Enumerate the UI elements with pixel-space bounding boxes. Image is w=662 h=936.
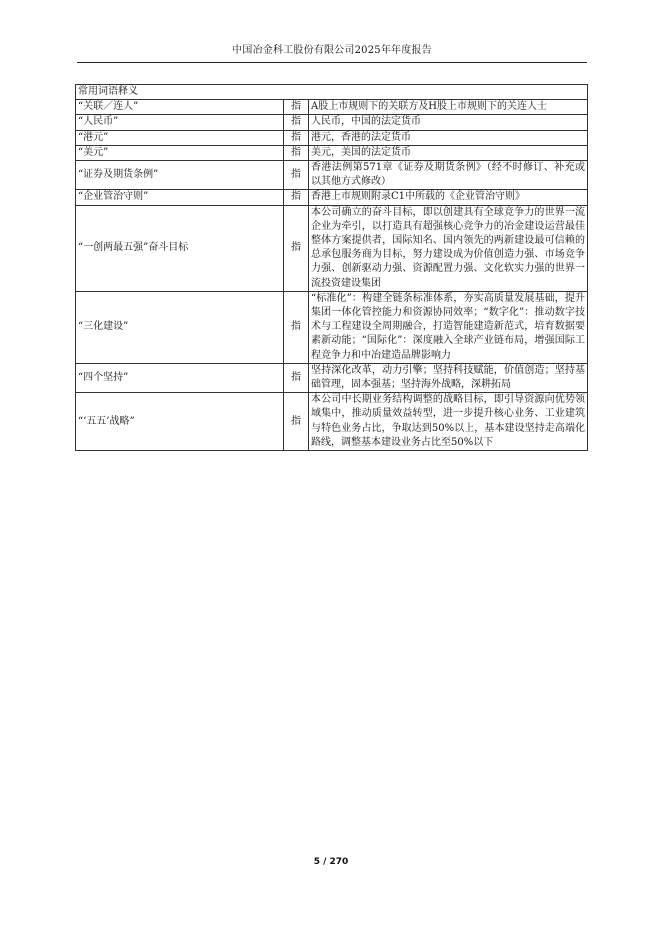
table-row xyxy=(76,100,588,115)
report-header-title: 中国冶金科工股份有限公司2025年年度报告 xyxy=(232,45,432,56)
table-row xyxy=(76,291,588,363)
definition-cell: 美元，美国的法定货币 xyxy=(309,145,588,160)
definition-cell: 本公司确立的奋斗目标，即以创建具有全球竞争力的世界一流企业为牵引，以打造具有超强核心竞争力的冶金建设运营最佳整体方案提供者，国际知名、国内领先的两新建设最可信赖的总承包服务商为目标，努力建设成为价值创造力强、市场竞争力强、创新驱动力强、资源配置力强、文化软实力强的世界一流投资建设集团 xyxy=(309,205,588,291)
definition-cell: A股上市规则下的关联方及H股上市规则下的关连人士 xyxy=(309,100,588,115)
table-row xyxy=(76,130,588,145)
pointer-cell: 指 xyxy=(284,190,309,205)
definition-cell: 港元，香港的法定货币 xyxy=(309,130,588,145)
definition-cell: “标准化”：构建全链条标准体系，夯实高质量发展基础，提升集团一体化管控能力和资源协同效率；“数字化”：推动数字技术与工程建设全周期融合，打造智能建造新范式，培育数据要素新动能；“国际化”：深度融入全球产业链布局，增强国际工程竞争力和中冶建造品牌影响力 xyxy=(309,291,588,363)
pointer-cell: 指 xyxy=(284,205,309,291)
definition-cell: 本公司中长期业务结构调整的战略目标，即引导资源向优势领域集中，推动质量效益转型，进一步提升核心业务、工业建筑与特色业务占比，争取达到50%以上，基本建设坚持走高端化路线，调整基本建设业务占比至50%以下 xyxy=(309,393,588,451)
term-cell: “美元” xyxy=(76,145,284,160)
glossary-table xyxy=(75,84,588,451)
pointer-cell: 指 xyxy=(284,363,309,392)
term-cell: “港元” xyxy=(76,130,284,145)
term-cell: “一创两最五强”奋斗目标 xyxy=(76,205,284,291)
pointer-cell: 指 xyxy=(284,161,309,190)
pointer-cell: 指 xyxy=(284,393,309,451)
term-cell: “四个坚持” xyxy=(76,363,284,392)
term-cell: “人民币” xyxy=(76,115,284,130)
pointer-cell: 指 xyxy=(284,145,309,160)
pointer-cell: 指 xyxy=(284,115,309,130)
table-row xyxy=(76,115,588,130)
page-number: 5 / 270 xyxy=(313,857,349,867)
table-row xyxy=(76,161,588,190)
table-row xyxy=(76,205,588,291)
table-caption-row xyxy=(76,85,588,100)
table-row xyxy=(76,363,588,392)
term-cell: “证券及期货条例” xyxy=(76,161,284,190)
table-row xyxy=(76,145,588,160)
definition-cell: 香港上市规则附录C1中所载的《企业管治守则》 xyxy=(309,190,588,205)
term-cell: “企业管治守则” xyxy=(76,190,284,205)
pointer-cell: 指 xyxy=(284,291,309,363)
table-caption: 常用词语释义 xyxy=(76,85,588,100)
definition-cell: 坚持深化改革，动力引擎；坚持科技赋能，价值创造；坚持基础管理，固本强基；坚持海外战略，深耕拓局 xyxy=(309,363,588,392)
pointer-cell: 指 xyxy=(284,100,309,115)
table-row xyxy=(76,393,588,451)
term-cell: “关联／连人” xyxy=(76,100,284,115)
header-divider xyxy=(77,62,587,63)
term-cell: “三化建设” xyxy=(76,291,284,363)
pointer-cell: 指 xyxy=(284,130,309,145)
term-cell: “‘五五’战略” xyxy=(76,393,284,451)
definition-cell: 人民币，中国的法定货币 xyxy=(309,115,588,130)
table-row xyxy=(76,190,588,205)
definition-cell: 香港法例第571章《证券及期货条例》（经不时修订、补充或以其他方式修改） xyxy=(309,161,588,190)
